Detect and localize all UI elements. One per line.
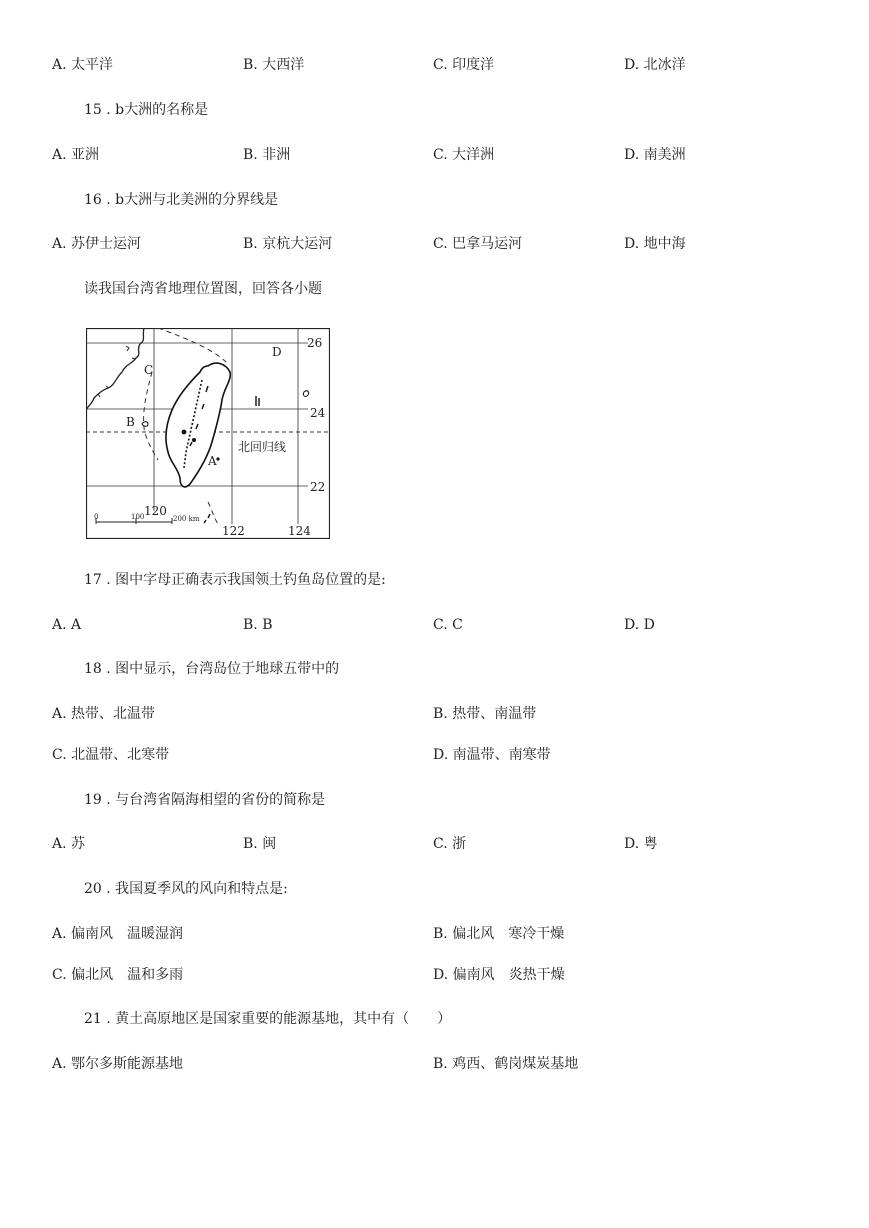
q17-option-b[interactable]: B. B [243,617,273,633]
section-intro: 读我国台湾省地理位置图，回答各小题 [84,281,322,297]
q16-stem-row [0,189,869,211]
q17-option-d[interactable]: D. D [624,617,655,633]
lat-label-26: 26 [307,336,323,350]
q17-option-c[interactable]: C. C [433,617,463,633]
q20-option-d[interactable]: D. 偏南风 炎热干燥 [433,967,565,983]
islet-a [216,457,219,460]
q18-option-c[interactable]: C. 北温带、北寒带 [52,747,170,763]
q20-option-c[interactable]: C. 偏北风 温和多雨 [52,967,184,983]
q19-option-b[interactable]: B. 闽 [243,836,277,852]
q20-stem: 20 . 我国夏季风的风向和特点是: [84,881,288,897]
scale-label-100: 100 [131,513,145,521]
lat-label-22: 22 [310,480,326,494]
q15-option-a[interactable]: A. 亚洲 [52,147,100,163]
island-dot-2 [192,438,196,442]
q14-option-a[interactable]: A. 太平洋 [52,57,114,73]
q19-stem-row [0,789,869,811]
q16-option-c[interactable]: C. 巴拿马运河 [433,236,523,252]
q18-options-row1 [0,703,869,725]
q17-options [0,614,869,636]
q19-stem: 19 . 与台湾省隔海相望的省份的简称是 [84,792,326,808]
scale-label-200km: 200 km [173,515,200,523]
q18-option-b[interactable]: B. 热带、南温带 [433,706,537,722]
q14-options [0,54,869,76]
q20-option-a[interactable]: A. 偏南风 温暖湿润 [52,926,184,942]
q15-stem: 15 . b大洲的名称是 [84,102,209,118]
q16-options [0,233,869,255]
lon-label-124: 124 [288,524,311,538]
q19-option-d[interactable]: D. 粤 [624,836,658,852]
point-label-c: C [144,363,154,377]
island-dot [182,430,187,435]
q15-stem-row [0,99,869,121]
q15-options [0,144,869,166]
q15-option-d[interactable]: D. 南美洲 [624,147,686,163]
q18-stem-row [0,658,869,680]
lon-label-122: 122 [222,524,245,538]
q16-option-d[interactable]: D. 地中海 [624,236,686,252]
q19-options [0,833,869,855]
q18-option-d[interactable]: D. 南温带、南寒带 [433,747,551,763]
q21-option-b[interactable]: B. 鸡西、鹤岗煤炭基地 [433,1056,579,1072]
q14-option-c[interactable]: C. 印度洋 [433,57,495,73]
q16-option-a[interactable]: A. 苏伊士运河 [52,236,142,252]
q20-options-row2 [0,964,869,986]
q20-options-row1 [0,923,869,945]
q18-options-row2 [0,744,869,766]
q21-stem: 21 . 黄土高原地区是国家重要的能源基地，其中有（ ） [84,1011,452,1027]
penghu-islands [142,422,148,427]
q21-stem-row [0,1008,869,1030]
q16-stem: 16 . b大洲与北美洲的分界线是 [84,192,279,208]
point-label-b: B [126,415,135,429]
q14-option-b[interactable]: B. 大西洋 [243,57,305,73]
chiwei-islet [303,391,308,397]
q21-option-a[interactable]: A. 鄂尔多斯能源基地 [52,1056,184,1072]
scale-label-0: 0 [94,513,99,521]
q17-stem-row [0,569,869,591]
q15-option-b[interactable]: B. 非洲 [243,147,291,163]
map-svg [86,328,330,539]
taiwan-location-map [86,328,330,539]
intro-row [0,278,869,300]
tropic-of-cancer-label: 北回归线 [238,440,287,454]
lon-label-120: 120 [144,504,167,518]
q21-options-row1 [0,1053,869,1075]
q18-option-a[interactable]: A. 热带、北温带 [52,706,156,722]
point-label-d: D [272,345,282,359]
q15-option-c[interactable]: C. 大洋洲 [433,147,495,163]
q14-option-d[interactable]: D. 北冰洋 [624,57,686,73]
q20-option-b[interactable]: B. 偏北风 寒冷干燥 [433,926,565,942]
q16-option-b[interactable]: B. 京杭大运河 [243,236,333,252]
q18-stem: 18 . 图中显示，台湾岛位于地球五带中的 [84,661,340,677]
lat-label-24: 24 [310,406,326,420]
point-label-a: A [208,454,217,468]
q17-stem: 17 . 图中字母正确表示我国领土钓鱼岛位置的是: [84,572,386,588]
q20-stem-row [0,878,869,900]
q19-option-a[interactable]: A. 苏 [52,836,86,852]
q17-option-a[interactable]: A. A [52,617,82,633]
q19-option-c[interactable]: C. 浙 [433,836,467,852]
